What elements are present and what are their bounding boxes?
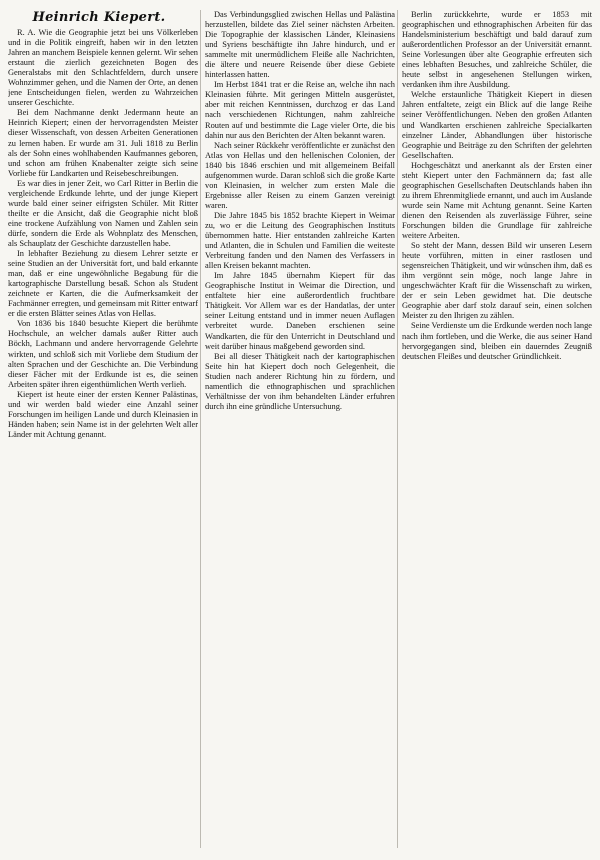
paragraph: Im Herbst 1841 trat er die Reise an, welche ihn nach Kleinasien führte. Mit geringen Mitteln ausgerüstet, aber mit reichen Kenntnissen, durchzog er das Land nach verschiedenen Richtungen, nahm zahlreiche Routen auf und bestimmte die Lage vieler Orte, die bis dahin nur aus den Berichten der Alten bekannt waren. [205, 80, 395, 140]
paragraph: Von 1836 bis 1840 besuchte Kiepert die berühmte Hochschule, an welcher damals außer Ritter auch Böckh, Lachmann und andere hervorragende Gelehrte wirkten, und schloß sich mit Vorliebe dem Studium der alten Sprachen und der Geschichte an. Die Verbindung dieser Fächer mit der Erdkunde ist es, die seinen Arbeiten später ihren eigenthümlichen Werth verlieh. [8, 319, 198, 389]
paragraph: Berlin zurückkehrte, wurde er 1853 mit geographischen und ethnographischen Arbeiten für das Handelsministerium beschäftigt und bald darauf zum außerordentlichen Professor an der Universität ernannt. Seine Vorlesungen über alte Geographie erfreuten sich eines lebhaften Besuches, und zahlreiche Schüler, die heute selbst in angesehenen Stellungen wirken, verdanken ihm ihre Ausbildung. [402, 10, 592, 90]
paragraph: Im Jahre 1845 übernahm Kiepert für das Geographische Institut in Weimar die Direction, und entfaltete hier eine außerordentlich fruchtbare Thätigkeit. Vor Allem war es der Handatlas, der unter seiner Leitung entstand und in immer neuen Auflagen verbreitet wurde. Daneben erschienen seine Wandkarten, die für den Unterricht in Deutschland und weit darüber hinaus maßgebend geworden sind. [205, 271, 395, 351]
paragraph: Welche erstaunliche Thätigkeit Kiepert in diesen Jahren entfaltete, zeigt ein Blick auf die lange Reihe seiner Veröffentlichungen. Neben den großen Atlanten und Wandkarten erschienen zahlreiche Specialkarten einzelner Länder, Abhandlungen über historische Geographie und Beiträge zu den Schriften der gelehrten Gesellschaften. [402, 90, 592, 160]
paragraph: Seine Verdienste um die Erdkunde werden noch lange nach ihm fortleben, und die Werke, die aus seiner Hand hervorgegangen sind, bleiben ein dauerndes Zeugniß deutschen Fleißes und deutscher Gründlichkeit. [402, 321, 592, 361]
paragraph: Hochgeschätzt und anerkannt als der Ersten einer steht Kiepert unter den Fachmännern da; fast alle geographischen Gesellschaften Deutschlands haben ihn zu ihrem Ehrenmitgliede ernannt, und auch im Auslande wurde sein Name mit Achtung genannt. Seine Karten dienen den Reisenden als zuverlässige Führer, seine Forschungen bilden die Grundlage für zahlreiche weitere Arbeiten. [402, 160, 592, 241]
article-column-1 [8, 28, 198, 846]
article-column-3 [402, 10, 592, 848]
paragraph: Das Verbindungsglied zwischen Hellas und Palästina herzustellen, bildete das Ziel seiner nächsten Arbeiten. Die Topographie der klassischen Länder, Kleinasiens und Syriens beschäftigte ihn Jahre hindurch, und er sammelte mit unermüdlichem Fleiße alle Nachrichten, die ältere und neuere Reisende über diese Gebiete hinterlassen hatten. [205, 10, 395, 80]
paragraph: R. A. Wie die Geographie jetzt bei uns Völkerleben und in die Politik eingreift, haben wir in den letzten Jahren an manchem Beispiele kennen gelernt. Wir sehen erstaunt die zierlich gezeichneten Bogen des Generalstabs mit den Schlachtfeldern, durch unsere Wohnzimmer gehen, und die Namen der Orte, an denen jene Entscheidungen fielen, werden zu Wahrzeichen unserer Geschichte. [8, 28, 198, 108]
paragraph: In lebhafter Beziehung zu diesem Lehrer setzte er seine Studien an der Universität fort, und bald erkannte man, daß er eine ungewöhnliche Begabung für die kartographische Darstellung besaß. Schon als Student zeichnete er Karten, die die Aufmerksamkeit der Fachmänner erregten, und gemeinsam mit Ritter entwarf er die ersten Blätter seines Atlas von Hellas. [8, 249, 198, 319]
article-title: Heinrich Kiepert. [32, 10, 166, 25]
paragraph: Bei dem Nachmanne denkt Jedermann heute an Heinrich Kiepert; einen der hervorragendsten Meister dieser Wissenschaft, von dessen Arbeiten Generationen zu lernen haben. Er wurde am 31. Juli 1818 zu Berlin als der Sohn eines wohlhabenden Kaufmannes geboren, und schon am frühen Knabenalter zeigte sich seine Vorliebe für Landkarten und Reisebeschreibungen. [8, 108, 198, 178]
paragraph: Die Jahre 1845 bis 1852 brachte Kiepert in Weimar zu, wo er die Leitung des Geographischen Instituts übernommen hatte. Hier entstanden zahlreiche Karten und Atlanten, die in Schulen und Familien die weiteste Verbreitung fanden und den Namen des Verfassers in allen Kreisen bekannt machten. [205, 210, 395, 271]
paragraph: Es war dies in jener Zeit, wo Carl Ritter in Berlin die vergleichende Erdkunde lehrte, und der junge Kiepert wurde bald einer seiner eifrigsten Schüler. Mit Ritter theilte er die Ansicht, daß die Geographie nicht bloß eine trockene Aufzählung von Namen und Zahlen sein dürfe, sondern die Erde als Wohnplatz des Menschen, als Schauplatz der Geschichte darzustellen habe. [8, 178, 198, 248]
column-divider [397, 10, 398, 848]
paragraph: Bei all dieser Thätigkeit nach der kartographischen Seite hin hat Kiepert doch noch Gelegenheit, die Studien nach anderer Richtung hin zu fördern, und namentlich die ethnographischen und sprachlichen Verhältnisse der von ihm behandelten Länder erfuhren durch ihn eine gründliche Untersuchung. [205, 351, 395, 411]
article-column-2 [205, 10, 395, 848]
column-divider [200, 10, 201, 848]
paragraph: Nach seiner Rückkehr veröffentlichte er zunächst den Atlas von Hellas und den hellenischen Colonien, der 1840 bis 1846 erschien und mit allgemeinem Beifall aufgenommen wurde. Daran schloß sich die große Karte von Kleinasien, in welcher zum ersten Male die Ergebnisse aller Reisen zu einem Ganzen vereinigt waren. [205, 140, 395, 210]
paragraph: So steht der Mann, dessen Bild wir unseren Lesern heute vorführen, mitten in einer rastlosen und segensreichen Thätigkeit, und wir wünschen ihm, daß es ihm vergönnt sein möge, noch lange Jahre in ungeschwächter Kraft für die Wissenschaft zu wirken, der er sein Leben gewidmet hat. Die deutsche Geographie aber darf stolz darauf sein, einen solchen Meister zu den Ihrigen zu zählen. [402, 241, 592, 321]
paragraph: Kiepert ist heute einer der ersten Kenner Palästinas, und wir werden bald wieder eine Anzahl seiner Forschungen im heiligen Lande und durch Kleinasien in Händen haben; sein Name ist in der gelehrten Welt aller Länder mit Achtung genannt. [8, 389, 198, 439]
